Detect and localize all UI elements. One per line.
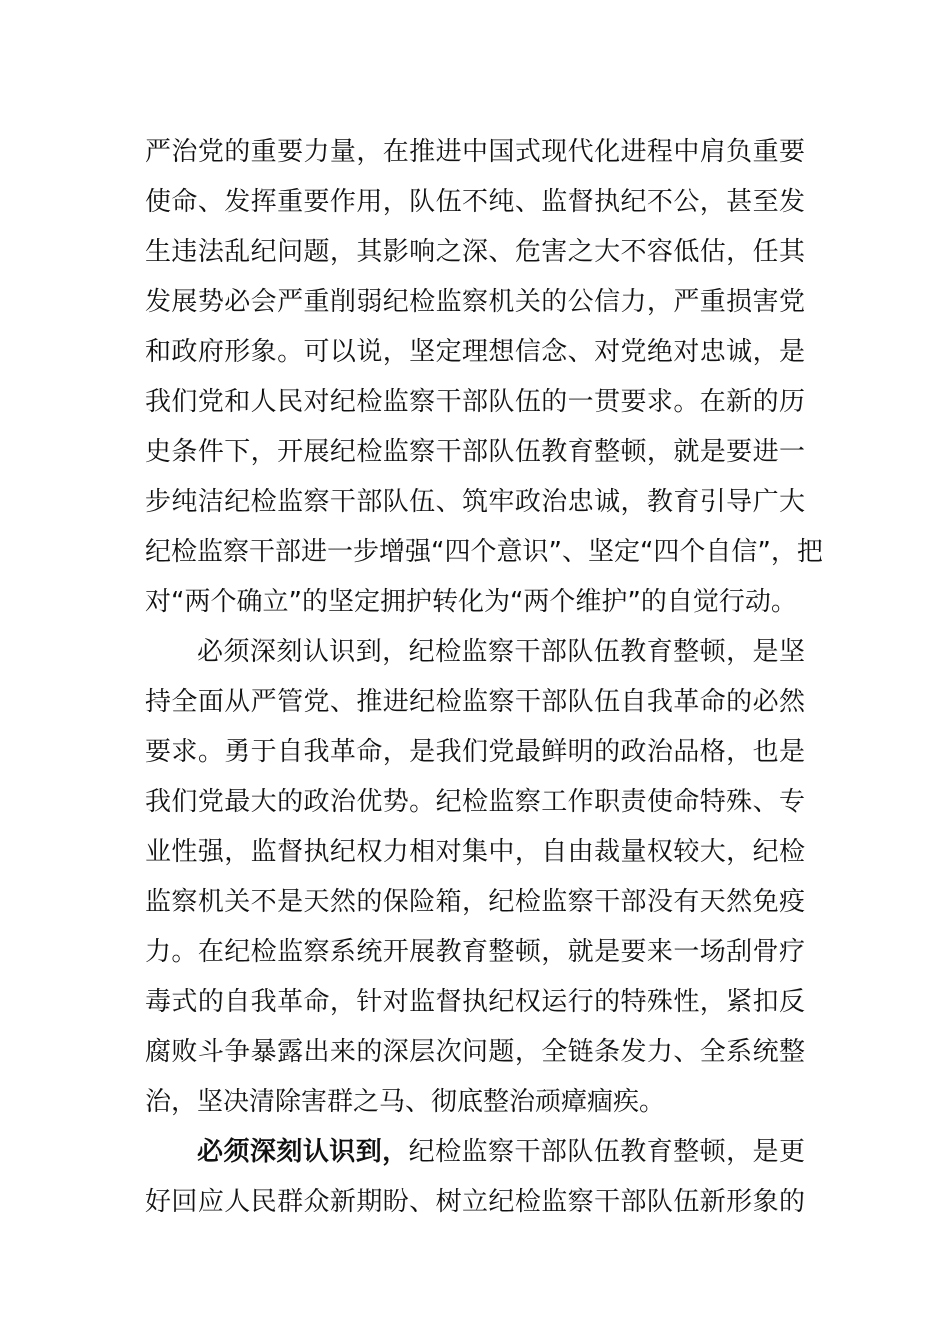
text-line: 力。在纪检监察系统开展教育整顿，就是要来一场刮骨疗 bbox=[145, 937, 805, 967]
text-line: 治，坚决清除害群之马、彻底整治顽瘴痼疾。 bbox=[145, 1087, 666, 1117]
text-line: 好回应人民群众新期盼、树立纪检监察干部队伍新形象的 bbox=[145, 1187, 805, 1217]
text-line: 毒式的自我革命，针对监督执纪权运行的特殊性，紧扣反 bbox=[145, 987, 805, 1017]
text-line: 腐败斗争暴露出来的深层次问题，全链条发力、全系统整 bbox=[145, 1037, 805, 1067]
text-line: 持全面从严管党、推进纪检监察干部队伍自我革命的必然 bbox=[145, 687, 805, 717]
text-line: 严治党的重要力量，在推进中国式现代化进程中肩负重要 bbox=[145, 137, 805, 167]
text-line: 纪检监察干部进一步增强“四个意识”、坚定“四个自信”，把 bbox=[145, 537, 823, 567]
text-line: 我们党最大的政治优势。纪检监察工作职责使命特殊、专 bbox=[145, 787, 805, 817]
text-line: 必须深刻认识到，纪检监察干部队伍教育整顿，是坚 bbox=[197, 637, 805, 667]
text-segment: 纪检监察干部队伍教育整顿，是更 bbox=[408, 1137, 805, 1167]
text-line bbox=[145, 1127, 805, 1177]
text-line: 和政府形象。可以说，坚定理想信念、对党绝对忠诚，是 bbox=[145, 337, 805, 367]
text-line: 发展势必会严重削弱纪检监察机关的公信力，严重损害党 bbox=[145, 287, 805, 317]
text-line: 史条件下，开展纪检监察干部队伍教育整顿，就是要进一 bbox=[145, 437, 805, 467]
paragraph-2 bbox=[145, 627, 805, 1127]
text-line: 步纯洁纪检监察干部队伍、筑牢政治忠诚，教育引导广大 bbox=[145, 487, 805, 517]
paragraph-3 bbox=[145, 1127, 805, 1227]
text-line: 生违法乱纪问题，其影响之深、危害之大不容低估，任其 bbox=[145, 237, 805, 267]
text-line: 业性强，监督执纪权力相对集中，自由裁量权较大，纪检 bbox=[145, 837, 805, 867]
text-line: 监察机关不是天然的保险箱，纪检监察干部没有天然免疫 bbox=[145, 887, 805, 917]
text-line: 要求。勇于自我革命，是我们党最鲜明的政治品格，也是 bbox=[145, 737, 805, 767]
paragraph-1 bbox=[145, 127, 823, 627]
document-body bbox=[145, 127, 823, 1227]
text-line: 对“两个确立”的坚定拥护转化为“两个维护”的自觉行动。 bbox=[145, 587, 797, 617]
text-line: 我们党和人民对纪检监察干部队伍的一贯要求。在新的历 bbox=[145, 387, 805, 417]
bold-lead-text: 必须深刻认识到， bbox=[197, 1137, 409, 1167]
text-line: 使命、发挥重要作用，队伍不纯、监督执纪不公，甚至发 bbox=[145, 187, 805, 217]
